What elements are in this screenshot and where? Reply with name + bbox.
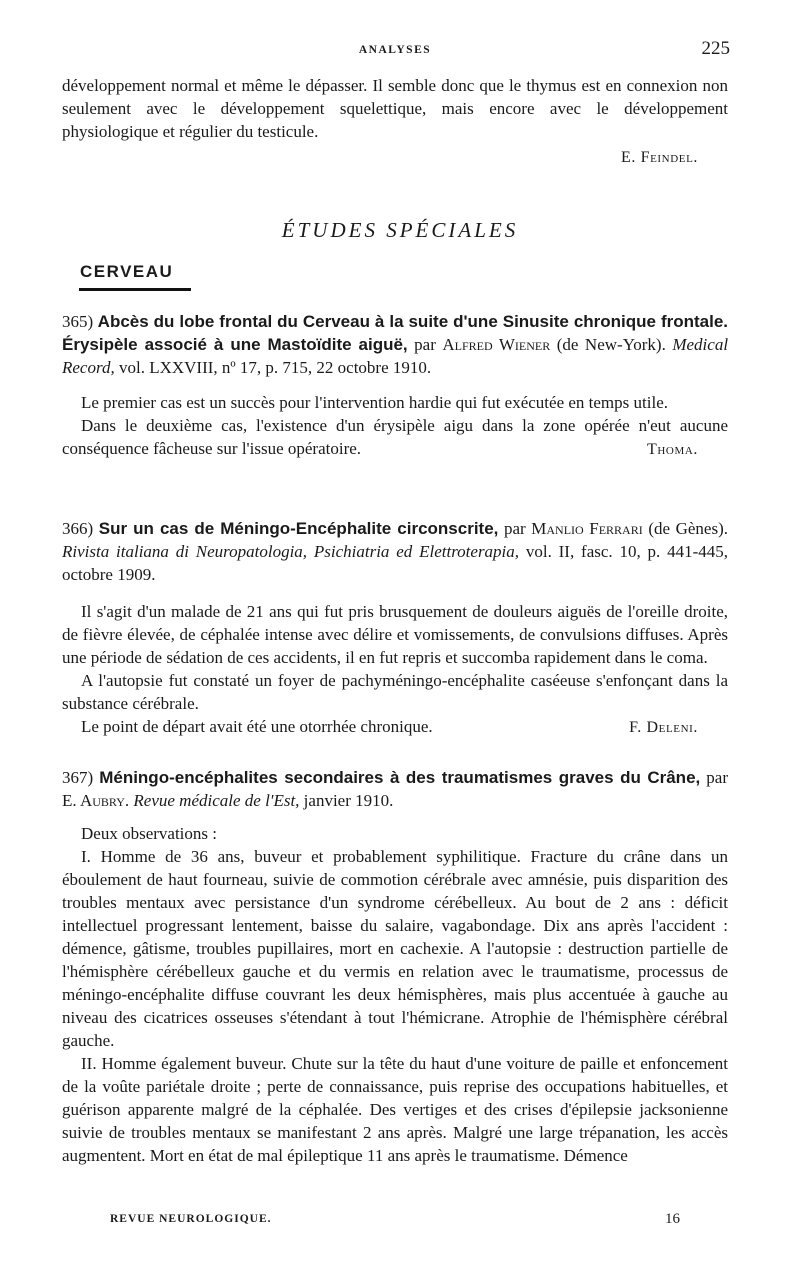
entry-author-place: (de New-York). [556, 335, 666, 354]
entry-title: Méningo-encéphalites secondaires à des traumatismes graves du Crâne, [99, 768, 701, 787]
entry-signature: F. Deleni. [629, 719, 698, 736]
entry-title: Abcès du lobe frontal du Cerveau à la suite d'une Sinusite chronique frontale. Érysipèle associé à une Mastoïdite aiguë, [62, 312, 729, 354]
entry-journal: Rivista italiana di Neuropatologia, Psichiatria ed Elettroterapia, [62, 542, 520, 561]
entry-journal: Revue médicale de l'Est, [133, 791, 300, 810]
entry-paragraph: Dans le deuxième cas, l'existence d'un érysipèle aigu dans la zone opérée n'eut aucune conséquence fâcheuse sur l'issue opératoire. [62, 416, 728, 458]
entry-title: Sur un cas de Méningo-Encéphalite circonscrite, [98, 519, 499, 538]
entry-author: E. Aubry. [62, 791, 130, 810]
entry-signature: Thoma. [647, 441, 698, 458]
section-title: ÉTUDES SPÉCIALES [281, 218, 519, 242]
running-title: ANALYSES [358, 44, 432, 56]
entry-heading [62, 310, 728, 379]
entry-citation: janvier 1910. [303, 791, 394, 810]
entry-number: 366) [62, 519, 94, 538]
entry-paragraph: I. Homme de 36 ans, buveur et probablement syphilitique. Fracture du crâne dans un éboulement de haut fourneau, suivie de commotion cérébrale avec amnésie, puis disparition des troubles mentaux avec persistance d'un syndrome cérébelleux. Au bout de 2 ans : déficit intellectuel progressant lentement, baisse du salaire, vagabondage. Dix ans après l'accident : démence, gâtisme, troubles pupillaires, mort en cachexie. A l'autopsie : destruction partielle de l'hémisphère cérébelleux gauche et du vermis en relation avec le traumatisme, processus de méningo-encéphalite diffuse couvrant les deux hémisphères, mais plus accentuée à gauche au niveau des cicatrices osseuses s'étendant à tout l'hémicrane. Atrophie de l'hémisphère cérébral gauche. [62, 847, 728, 1050]
page-number: 225 [701, 38, 730, 59]
entry-author: Manlio Ferrari [531, 519, 643, 538]
entry-367 [62, 766, 728, 1167]
entry-author: Alfred Wiener [442, 335, 551, 354]
entry-paragraph: Il s'agit d'un malade de 21 ans qui fut pris brusquement de douleurs aiguës de l'oreille droite, de fièvre élevée, de céphalée intense avec délire et vomissements, de convulsions diffuses. Après une période de sédation de ces accidents, il en fut repris et succomba rapidement dans le coma. [62, 602, 728, 667]
footer-journal-name: REVUE NEUROLOGIQUE. [110, 1213, 272, 1225]
subsection-underline [79, 288, 191, 291]
entry-paragraph: II. Homme également buveur. Chute sur la tête du haut d'une voiture de paille et enfoncement de la voûte pariétale droite ; perte de connaissance, puis reprise des occupations habituelles, et guérison apparente malgré de la céphalée. Des vertiges et des crises d'épilepsie jacksonienne suivie de troubles mentaux se manifestant 2 ans après. Malgré une large trépanation, les accès augmentent. Mort en état de mal épileptique 11 ans après le traumatisme. Démence [62, 1054, 728, 1165]
intro-signature: E. Feindel. [621, 149, 698, 166]
entry-365 [62, 310, 728, 461]
entry-paragraph: Le point de départ avait été une otorrhée chronique. [81, 717, 433, 736]
entry-number: 365) [62, 312, 94, 331]
entry-citation: vol. II, fasc. 10, p. 441-445, octobre 1909. [62, 542, 728, 584]
entry-author-prefix: par [706, 768, 728, 787]
entry-journal: Medical Record, [62, 335, 729, 377]
subsection-title: CERVEAU [80, 262, 174, 281]
entry-heading [62, 517, 728, 586]
footer-signature-mark: 16 [665, 1211, 680, 1227]
entry-citation: vol. LXXVIII, nº 17, p. 715, 22 octobre 1910. [118, 358, 432, 377]
page-header [60, 38, 730, 62]
intro-block [62, 74, 728, 169]
entry-heading [62, 766, 728, 812]
entry-paragraph: Le premier cas est un succès pour l'intervention hardie qui fut exécutée en temps utile. [81, 393, 668, 412]
page-footer [110, 1213, 680, 1233]
entry-paragraph: A l'autopsie fut constaté un foyer de pachyméningo-encéphalite caséeuse s'enfonçant dans la substance cérébrale. [62, 671, 728, 713]
entry-author-prefix: par [414, 335, 436, 354]
entry-366 [62, 517, 728, 739]
entry-author-prefix: par [503, 519, 526, 538]
entry-number: 367) [62, 768, 94, 787]
entry-paragraph: Deux observations : [81, 824, 217, 843]
entry-author-place: (de Gènes). [648, 519, 728, 538]
intro-paragraph: développement normal et même le dépasser. Il semble donc que le thymus est en connexion non seulement avec le développement squelettique, mais encore avec le développement physiologique et régulier du testicule. [62, 76, 728, 141]
